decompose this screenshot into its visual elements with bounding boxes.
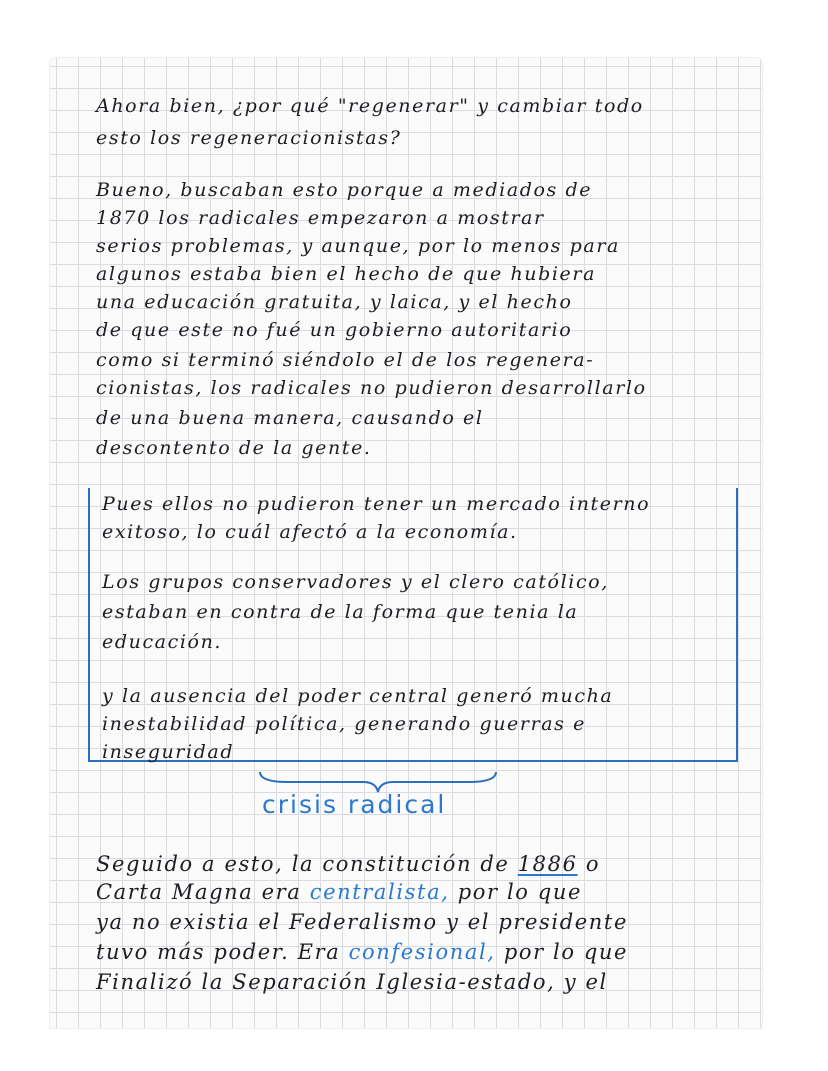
body-line: algunos estaba bien el hecho de que hubiera: [96, 263, 597, 285]
box-line: exitoso, lo cuál afectó a la economía.: [102, 521, 518, 543]
box-line: educación.: [102, 631, 223, 653]
box-line: y la ausencia del poder central generó mucha: [102, 685, 614, 707]
body-line: descontento de la gente.: [96, 437, 372, 459]
question-line-2: esto los regeneracionistas?: [96, 127, 402, 149]
body-line: de que este no fué un gobierno autoritario: [96, 319, 573, 341]
text-segment: tuvo más poder. Era: [96, 940, 349, 964]
body-line: 1870 los radicales empezaron a mostrar: [96, 207, 545, 229]
body-line: cionistas, los radicales no pudieron desarrollarlo: [96, 377, 647, 399]
highlight-centralista: centralista,: [309, 880, 450, 904]
box-line: Los grupos conservadores y el clero católico,: [102, 571, 609, 593]
body-line: serios problemas, y aunque, por lo menos para: [96, 235, 620, 257]
box-line: inseguridad: [102, 741, 235, 763]
body-line: [96, 852, 600, 876]
text-segment: por lo que: [495, 940, 629, 964]
body-line: ya no existia el Federalismo y el presidente: [96, 910, 628, 934]
text-segment: por lo que: [449, 880, 582, 904]
body-line: una educación gratuita, y laica, y el hecho: [96, 291, 573, 313]
body-line: [96, 880, 582, 904]
text-segment: Carta Magna era: [96, 880, 310, 904]
body-line: Bueno, buscaban esto porque a mediados de: [96, 179, 593, 201]
box-line: inestabilidad política, generando guerras e: [102, 713, 587, 735]
body-line: de una buena manera, causando el: [96, 407, 484, 429]
text-segment: Seguido a esto, la constitución de: [96, 852, 518, 876]
year-1886: 1886: [517, 852, 578, 876]
body-line: como si terminó siéndolo el de los regenera-: [96, 349, 595, 371]
brace-label: crisis radical: [262, 790, 447, 819]
box-line: estaban en contra de la forma que tenia la: [102, 601, 579, 623]
body-line: Finalizó la Separación Iglesia-estado, y el: [96, 970, 608, 994]
highlight-confesional: confesional,: [348, 940, 496, 964]
box-line: Pues ellos no pudieron tener un mercado interno: [102, 493, 651, 515]
question-line-1: Ahora bien, ¿por qué "regenerar" y cambiar todo: [96, 95, 644, 117]
text-segment: o: [577, 852, 601, 876]
body-line: [96, 940, 628, 964]
